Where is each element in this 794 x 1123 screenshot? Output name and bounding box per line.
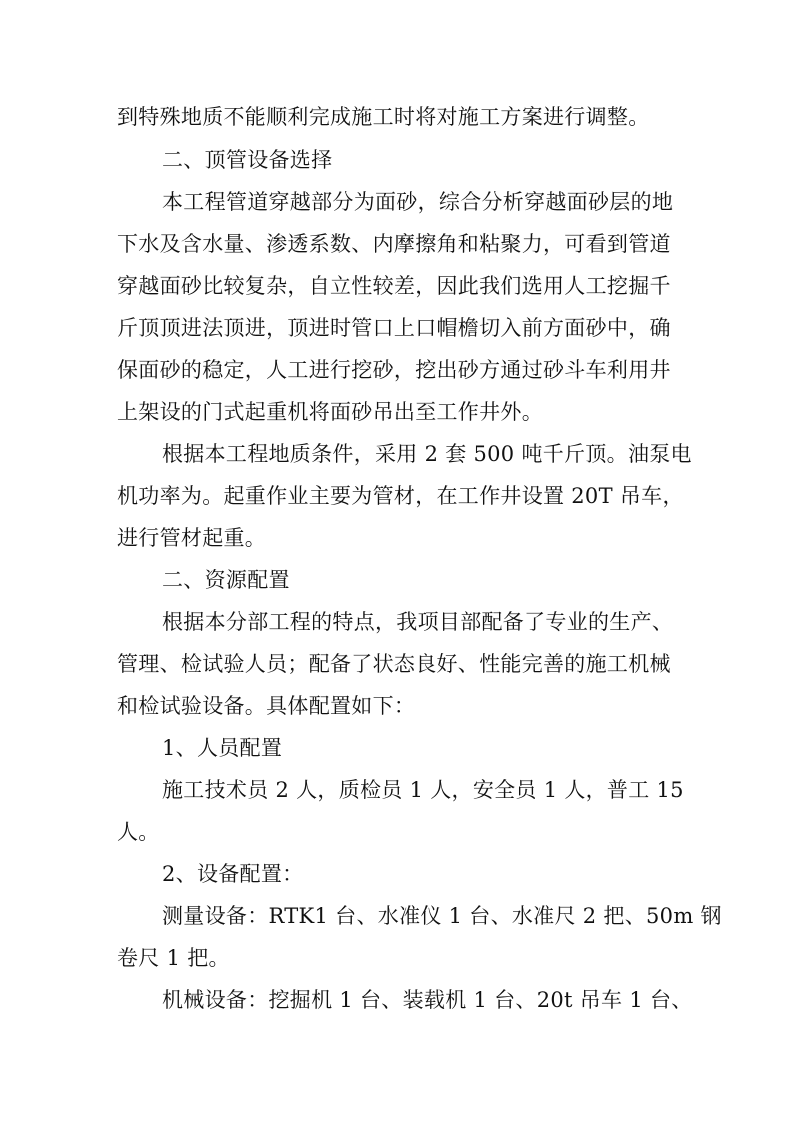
paragraph-line: 机功率为。起重作业主要为管材，在工作井设置 20T 吊车， <box>117 484 684 508</box>
subsection-heading: 1、人员配置 <box>162 736 283 760</box>
paragraph-line: 卷尺 1 把。 <box>117 946 230 970</box>
paragraph-line: 穿越面砂比较复杂，自立性较差，因此我们选用人工挖掘千 <box>117 274 671 298</box>
paragraph-line: 根据本工程地质条件，采用 2 套 500 吨千斤顶。油泵电 <box>162 442 692 466</box>
section-heading: 二、资源配置 <box>162 568 290 592</box>
paragraph-line: 机械设备：挖掘机 1 台、装载机 1 台、20t 吊车 1 台、 <box>162 988 693 1012</box>
section-heading: 二、顶管设备选择 <box>162 148 333 172</box>
paragraph-line: 根据本分部工程的特点，我项目部配备了专业的生产、 <box>162 610 674 634</box>
paragraph-line: 本工程管道穿越部分为面砂，综合分析穿越面砂层的地 <box>162 190 674 214</box>
paragraph-line: 人。 <box>117 820 160 844</box>
paragraph-line: 管理、检试验人员；配备了状态良好、性能完善的施工机械 <box>117 652 671 676</box>
paragraph-line: 到特殊地质不能顺利完成施工时将对施工方案进行调整。 <box>117 105 650 129</box>
paragraph-line: 斤顶顶进法顶进，顶进时管口上口帽檐切入前方面砂中，确 <box>117 316 671 340</box>
paragraph-line: 施工技术员 2 人，质检员 1 人，安全员 1 人，普工 15 <box>162 778 684 802</box>
paragraph-line: 进行管材起重。 <box>117 526 267 550</box>
paragraph-line: 和检试验设备。具体配置如下： <box>117 694 416 718</box>
subsection-heading: 2、设备配置： <box>162 862 304 886</box>
paragraph-line: 测量设备：RTK1 台、水准仪 1 台、水准尺 2 把、50m 钢 <box>162 904 722 928</box>
paragraph-line: 上架设的门式起重机将面砂吊出至工作井外。 <box>117 400 543 424</box>
paragraph-line: 保面砂的稳定，人工进行挖砂，挖出砂方通过砂斗车利用井 <box>117 358 671 382</box>
paragraph-line: 下水及含水量、渗透系数、内摩擦角和粘聚力，可看到管道 <box>117 232 671 256</box>
